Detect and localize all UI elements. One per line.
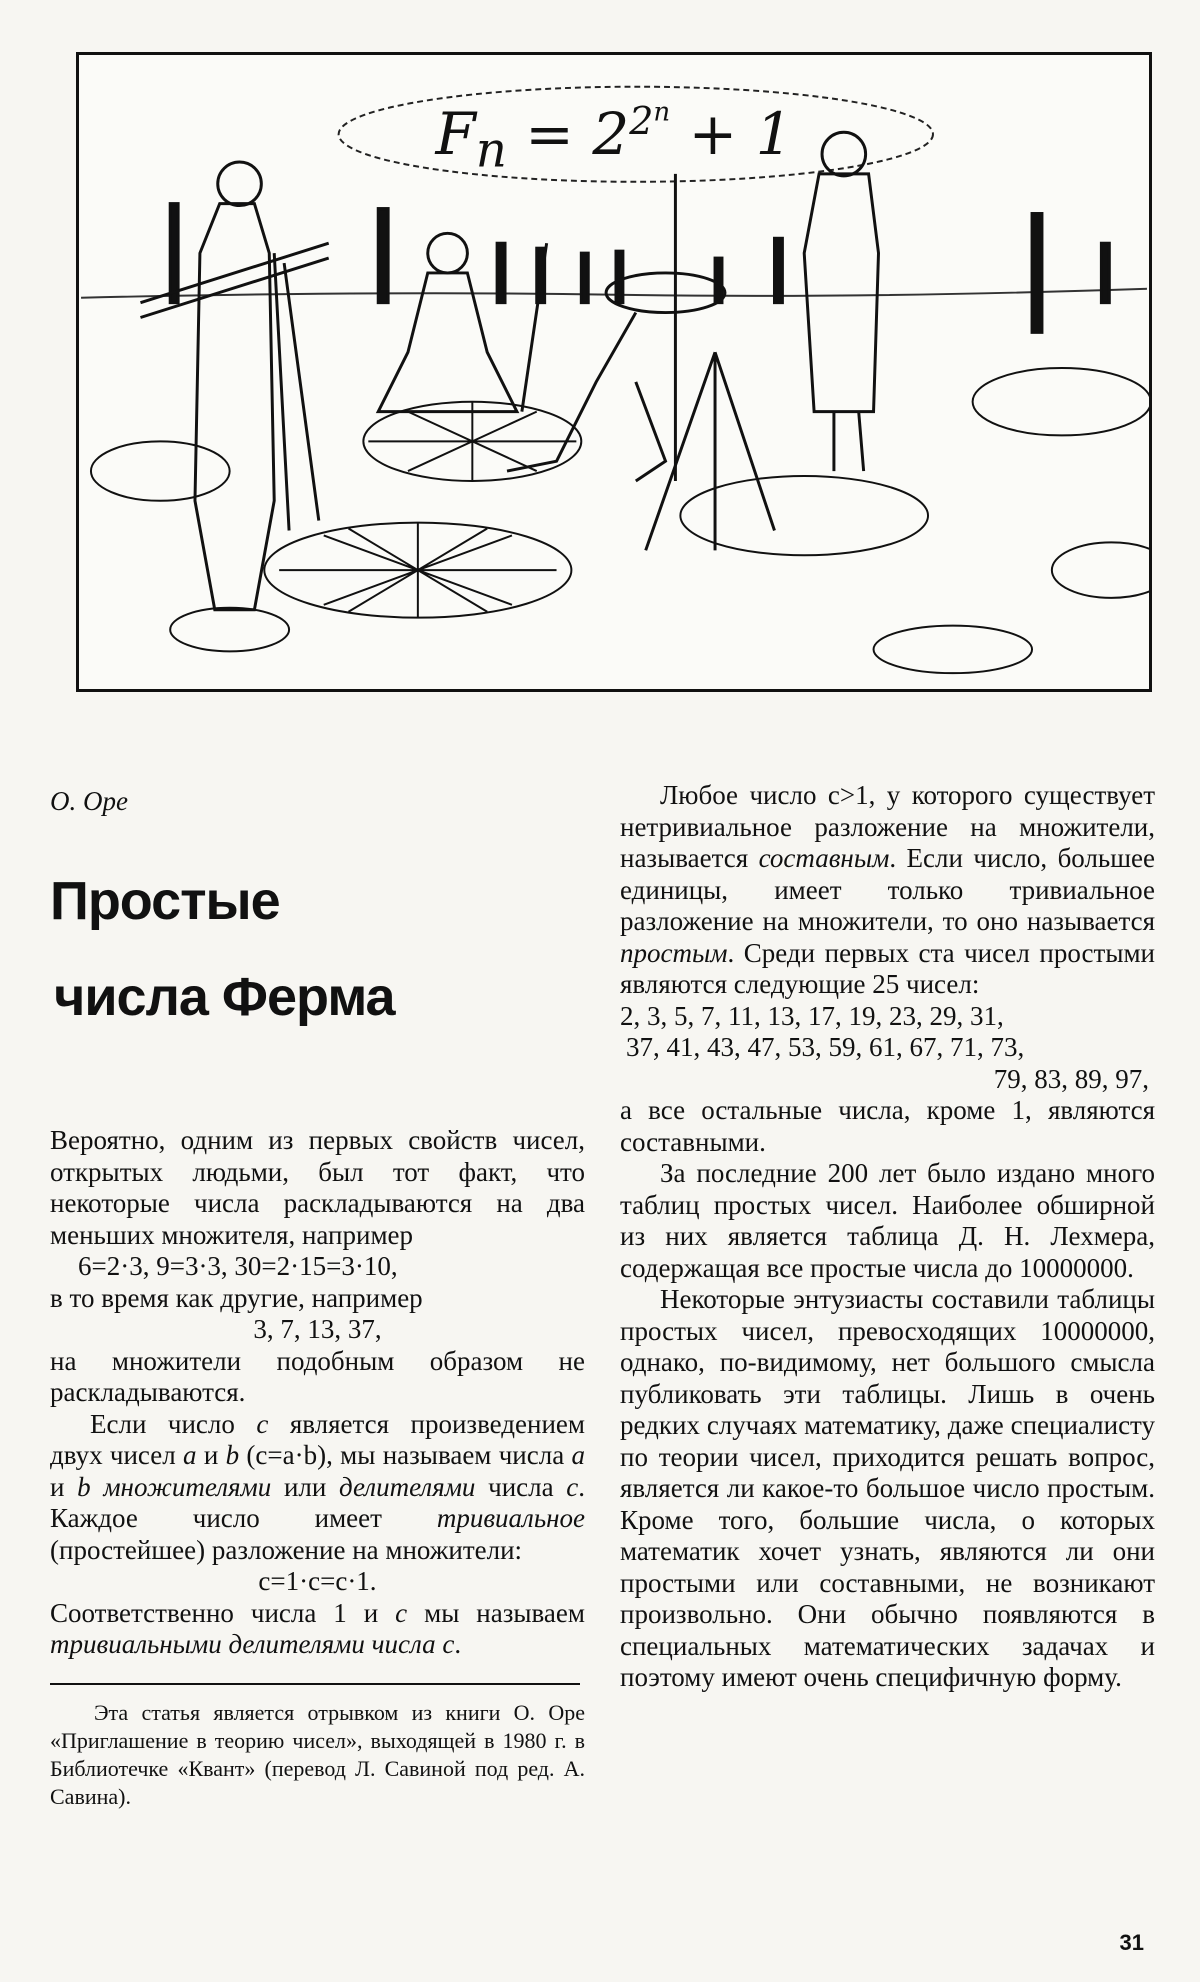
paragraph: Любое число c>1, у которого существует нетривиальное разложение на множители, называется составным. Если число, большее единицы, имеет только тривиальное разложение на множители, то оно называется простым. Среди первых ста чисел простыми являются следующие 25 чисел: xyxy=(620,780,1155,999)
footnote-divider xyxy=(50,1683,580,1685)
paragraph: в то время как другие, например xyxy=(50,1282,423,1313)
paragraph: За последние 200 лет было издано много таблиц простых чисел. Наиболее обширной из них является таблица Д. Н. Лехмера, содержащая все простые числа до 10000000. xyxy=(620,1158,1155,1283)
example-formula: 6=2·3, 9=3·3, 30=2·15=3·10, xyxy=(78,1251,398,1281)
primes-list xyxy=(620,1001,1155,1096)
primes-line: 79, 83, 89, 97, xyxy=(993,1063,1149,1094)
primes-line: 2, 3, 5, 7, 11, 13, 17, 19, 23, 29, 31, xyxy=(620,1000,1004,1031)
primes-line: 37, 41, 43, 47, 53, 59, 61, 67, 71, 73, xyxy=(626,1032,1025,1062)
header-illustration xyxy=(76,52,1152,692)
paragraph: на множители подобным образом не раскладываются. xyxy=(50,1345,585,1407)
paragraph: Вероятно, одним из первых свойств чисел, открытых людьми, был тот факт, что некоторые числа раскладываются на два меньших множителя, например xyxy=(50,1125,585,1250)
footnote: Эта статья является отрывком из книги О. Оре «Приглашение в теорию чисел», выходящей в 1980 г. в Библиотечке «Квант» (перевод Л. Савиной под ред. А. Савина). xyxy=(50,1699,585,1809)
paragraph: Если число c является произведением двух чисел a и b (c=a·b), мы называем числа a и b множителями или делителями числа c. Каждое число имеет тривиальное (простейшее) разложение на множители: xyxy=(50,1408,586,1565)
paragraph: Некоторые энтузиасты составили таблицы простых чисел, превосходящих 10000000, однако, по-видимому, нет большого смысла публиковать эти таблицы. Лишь в очень редких случаях математику, даже специалисту по теории чисел, приходится решать вопрос, является ли какое-то большое число простым. Кроме того, большие числа, о которых математик хочет узнать, являются ли они простыми или составными, не возникают произвольно. Они обычно появляются в специальных математических задачах и поэтому имеют очень специфичную форму. xyxy=(620,1284,1155,1692)
title-line-1: Простые xyxy=(50,871,280,931)
paragraph: Соответственно числа 1 и c мы называем тривиальными делителями числа c. xyxy=(50,1597,585,1659)
title-line-2: числа Ферма xyxy=(54,967,395,1027)
left-column xyxy=(50,786,585,1811)
paragraph: а все остальные числа, кроме 1, являются составными. xyxy=(620,1095,1155,1157)
right-column xyxy=(620,780,1155,1694)
example-list: 3, 7, 13, 37, xyxy=(253,1314,382,1344)
trivial-formula: c=1·c=c·1. xyxy=(258,1566,377,1596)
page-number: 31 xyxy=(1119,1930,1144,1955)
article-title xyxy=(50,853,585,1045)
fermat-formula: $F_n = 2^{2^n} + 1$ xyxy=(435,97,793,179)
article-author: О. Оре xyxy=(50,786,128,816)
